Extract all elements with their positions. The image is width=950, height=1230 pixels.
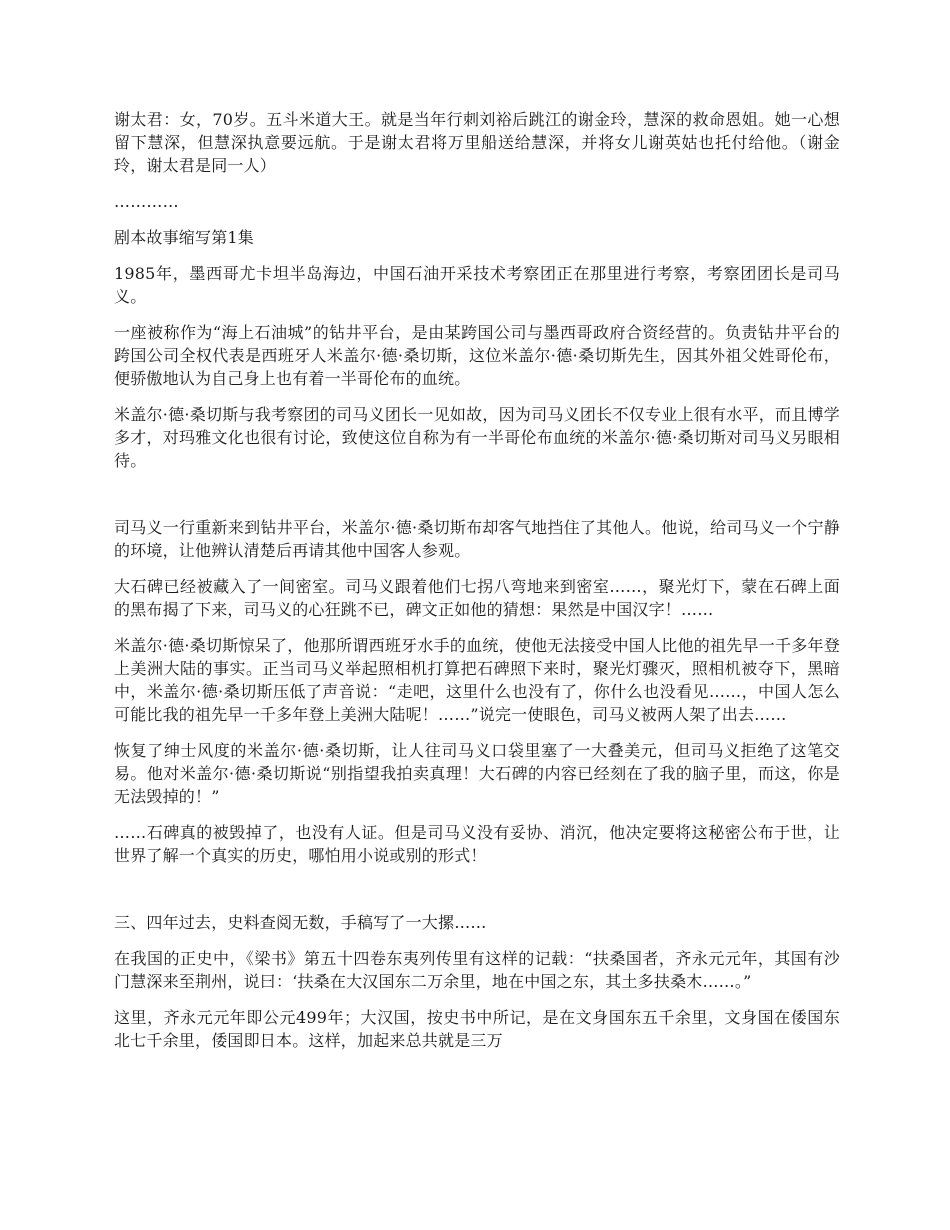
paragraph-distance-calc: 这里，齐永元元年即公元499年；大汉国，按史书中所记，是在文身国东五千余里，文身国在倭国东北七千余里，倭国即日本。这样，加起来总共就是三万: [114, 1008, 840, 1050]
document-page: [114, 108, 840, 1052]
paragraph-secret-room: 大石碑已经被藏入了一间密室。司马义跟着他们七拐八弯地来到密室……，聚光灯下，蒙在石碑上面的黑布揭了下来，司马义的心狂跳不已，碑文正如他的猜想：果然是中国汉字！……: [114, 577, 840, 619]
paragraph-liang-shu-record: 在我国的正史中，《梁书》第五十四卷东夷列传里有这样的记载：“扶桑国者，齐永元元年，其国有沙门慧深来至荆州，说曰：‘扶桑在大汉国东二万余里，地在中国之东，其土多扶桑木……。”: [114, 949, 840, 991]
paragraph-years-pass: 三、四年过去，史料查阅无数，手稿写了一大摞……: [114, 913, 487, 932]
paragraph-camera-seized: 米盖尔·德·桑切斯惊呆了，他那所谓西班牙水手的血统，使他无法接受中国人比他的祖先早一千多年登上美洲大陆的事实。正当司马义举起照相机打算把石碑照下来时，聚光灯骤灭，照相机被夺下，黑暗中，米盖尔·德·桑切斯压低了声音说：“走吧，这里什么也没有了，你什么也没看见……，中国人怎么可能比我的祖先早一千多年登上美洲大陆呢！……”说完一使眼色，司马义被两人架了出去……: [114, 636, 840, 724]
paragraph-first-meeting: 米盖尔·德·桑切斯与我考察团的司马义团长一见如故，因为司马义团长不仅专业上很有水平，而且博学多才，对玛雅文化也很有讨论，致使这位自称为有一半哥伦布血统的米盖尔·德·桑切斯对司马义另眼相待。: [114, 405, 840, 470]
paragraph-bribe-refused: 恢复了绅士风度的米盖尔·德·桑切斯，让人往司马义口袋里塞了一大叠美元，但司马义拒绝了这笔交易。他对米盖尔·德·桑切斯说“别指望我拍卖真理！大石碑的内容已经刻在了我的脑子里，而这，你是无法毁掉的！”: [114, 741, 840, 806]
paragraph-ellipsis: …………: [114, 192, 179, 211]
paragraph-oil-platform: 一座被称作为“海上石油城”的钻井平台，是由某跨国公司与墨西哥政府合资经营的。负责钻井平台的跨国公司全权代表是西班牙人米盖尔·德·桑切斯，这位米盖尔·德·桑切斯先生，因其外祖父姓哥伦布，便骄傲地认为自己身上也有着一半哥伦布的血统。: [114, 323, 840, 388]
section-heading-episode-1: 剧本故事缩写第1集: [114, 228, 254, 247]
paragraph-1985-expedition: 1985年，墨西哥尤卡坦半岛海边，中国石油开采技术考察团正在那里进行考察，考察团团长是司马义。: [114, 264, 840, 306]
paragraph-return-platform: 司马义一行重新来到钻井平台，米盖尔·德·桑切斯布却客气地挡住了其他人。他说，给司马义一个宁静的环境，让他辨认清楚后再请其他中国客人参观。: [114, 518, 840, 560]
paragraph-tablet-destroyed: ……石碑真的被毁掉了，也没有人证。但是司马义没有妥协、消沉，他决定要将这秘密公布于世，让世界了解一个真实的历史，哪怕用小说或别的形式！: [114, 823, 840, 865]
paragraph-xie-taijun: 谢太君：女，70岁。五斗米道大王。就是当年行刺刘裕后跳江的谢金玲，慧深的救命恩姐。她一心想留下慧深，但慧深执意要远航。于是谢太君将万里船送给慧深，并将女儿谢英姑也托付给他。（谢金玲，谢太君是同一人）: [114, 110, 840, 175]
